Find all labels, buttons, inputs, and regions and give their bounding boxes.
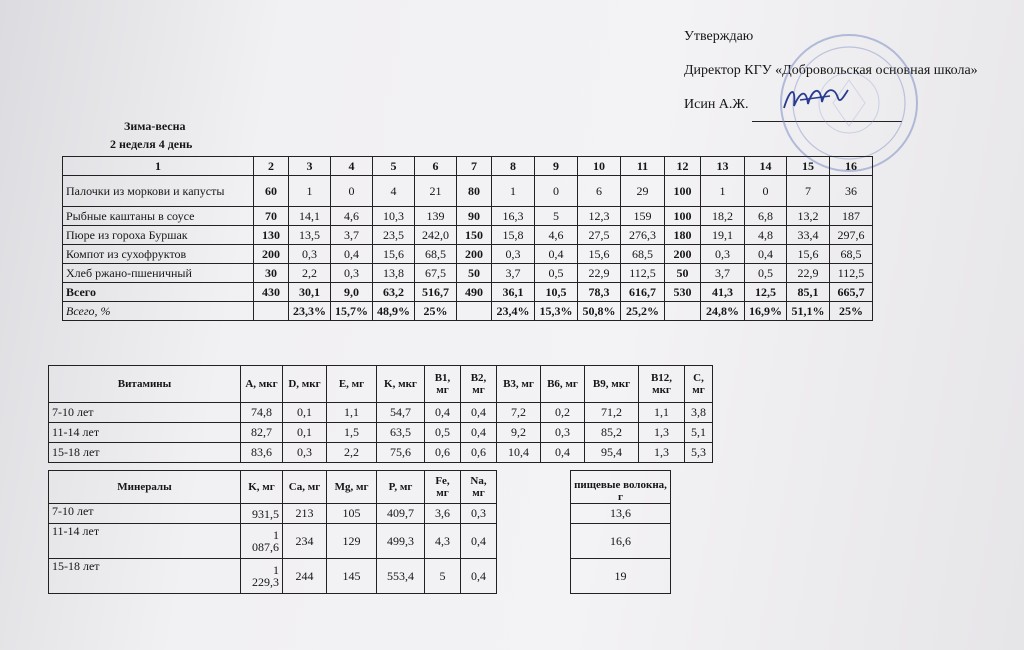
dish-name: Пюре из гороха Буршак — [63, 226, 254, 245]
table-cell: 130 — [254, 226, 289, 245]
table-header-row — [49, 366, 720, 403]
table-cell: 67,5 — [415, 264, 457, 283]
table-cell: 82,7 — [241, 423, 283, 443]
table-cell: 1 — [492, 176, 535, 207]
table-cell: 21 — [415, 176, 457, 207]
column-header: B3, мг — [497, 366, 541, 403]
table-cell: 0,3 — [461, 504, 497, 524]
table-row — [49, 524, 497, 559]
table-row — [571, 559, 671, 594]
age-group: 11-14 лет — [49, 423, 241, 443]
table-cell: 4 — [373, 176, 415, 207]
table-cell: 4,6 — [535, 226, 578, 245]
table-row — [63, 264, 873, 283]
table-cell: 0,5 — [425, 423, 461, 443]
table-cell: 90 — [457, 207, 492, 226]
column-header: 2 — [254, 157, 289, 176]
column-header: B6, мг — [541, 366, 585, 403]
dish-name: Хлеб ржано-пшеничный — [63, 264, 254, 283]
table-cell: 75,6 — [377, 443, 425, 463]
table-cell: 63,5 — [377, 423, 425, 443]
table-cell: 0,6 — [425, 443, 461, 463]
table-cell: 150 — [457, 226, 492, 245]
column-header: A, мкг — [241, 366, 283, 403]
table-cell: 25,2% — [621, 302, 665, 321]
column-header: Fe, мг — [425, 471, 461, 504]
table-cell: 3,7 — [701, 264, 745, 283]
table-cell: 105 — [327, 504, 377, 524]
column-header: 7 — [457, 157, 492, 176]
column-header: 9 — [535, 157, 578, 176]
table-row — [49, 403, 720, 423]
table-cell: 100 — [665, 176, 701, 207]
table-cell: 4,8 — [745, 226, 787, 245]
vitamins-title: Витамины — [49, 366, 241, 403]
table-cell: 63,2 — [373, 283, 415, 302]
table-cell: 1,1 — [327, 403, 377, 423]
table-cell: 665,7 — [830, 283, 873, 302]
table-cell: 71,2 — [585, 403, 639, 423]
column-header: 12 — [665, 157, 701, 176]
table-cell: 159 — [621, 207, 665, 226]
column-header: 11 — [621, 157, 665, 176]
table-cell: 78,3 — [578, 283, 621, 302]
table-cell: 112,5 — [830, 264, 873, 283]
table-cell: 54,7 — [377, 403, 425, 423]
column-header: 8 — [492, 157, 535, 176]
table-cell: 1,3 — [639, 423, 685, 443]
table-cell: 23,4% — [492, 302, 535, 321]
table-header-row — [571, 471, 671, 504]
table-cell: 297,6 — [830, 226, 873, 245]
table-cell: 3,7 — [331, 226, 373, 245]
table-cell: 25% — [830, 302, 873, 321]
table-cell: 25% — [415, 302, 457, 321]
column-header: Ca, мг — [283, 471, 327, 504]
table-cell: 0,3 — [541, 423, 585, 443]
table-cell: 0,4 — [541, 443, 585, 463]
empty-cell — [713, 423, 720, 443]
table-cell: 100 — [665, 207, 701, 226]
column-header: Na, мг — [461, 471, 497, 504]
table-cell: 3,8 — [685, 403, 713, 423]
approval-director: Директор КГУ «Добровольская основная школа» — [684, 63, 978, 78]
table-cell: 18,2 — [701, 207, 745, 226]
table-cell: 15,7% — [331, 302, 373, 321]
table-cell: 0,1 — [283, 423, 327, 443]
table-cell: 68,5 — [621, 245, 665, 264]
total-label: Всего — [63, 283, 254, 302]
table-cell: 499,3 — [377, 524, 425, 559]
table-cell: 10,5 — [535, 283, 578, 302]
table-cell — [457, 302, 492, 321]
column-header: 14 — [745, 157, 787, 176]
table-row — [63, 207, 873, 226]
age-group: 15-18 лет — [49, 443, 241, 463]
table-row — [63, 176, 873, 207]
table-cell: 13,8 — [373, 264, 415, 283]
table-cell: 409,7 — [377, 504, 425, 524]
column-header: E, мг — [327, 366, 377, 403]
percent-label: Всего, % — [63, 302, 254, 321]
table-cell: 616,7 — [621, 283, 665, 302]
table-cell: 0,4 — [535, 245, 578, 264]
column-header: B12, мкг — [639, 366, 685, 403]
table-cell: 19 — [571, 559, 671, 594]
table-cell: 36 — [830, 176, 873, 207]
table-cell: 85,1 — [787, 283, 830, 302]
table-cell: 0,3 — [283, 443, 327, 463]
table-cell: 0,3 — [492, 245, 535, 264]
approval-name: Исин А.Ж. — [684, 97, 749, 112]
table-cell: 70 — [254, 207, 289, 226]
column-header: 6 — [415, 157, 457, 176]
table-cell: 16,9% — [745, 302, 787, 321]
table-cell: 13,2 — [787, 207, 830, 226]
table-cell: 234 — [283, 524, 327, 559]
table-cell: 530 — [665, 283, 701, 302]
table-cell: 5,1 — [685, 423, 713, 443]
table-header-row — [49, 471, 497, 504]
fiber-title: пищевые волокна, г — [571, 471, 671, 504]
table-cell: 213 — [283, 504, 327, 524]
dish-name: Компот из сухофруктов — [63, 245, 254, 264]
table-cell: 36,1 — [492, 283, 535, 302]
table-row — [49, 559, 497, 594]
table-cell: 12,5 — [745, 283, 787, 302]
table-cell: 0,4 — [461, 559, 497, 594]
age-group: 15-18 лет — [49, 559, 241, 594]
table-cell: 430 — [254, 283, 289, 302]
table-cell: 95,4 — [585, 443, 639, 463]
table-cell: 22,9 — [787, 264, 830, 283]
table-cell: 68,5 — [415, 245, 457, 264]
table-cell: 19,1 — [701, 226, 745, 245]
table-cell: 33,4 — [787, 226, 830, 245]
column-header: 10 — [578, 157, 621, 176]
table-cell: 0,4 — [461, 403, 497, 423]
minerals-table — [48, 470, 497, 594]
table-cell: 12,3 — [578, 207, 621, 226]
table-cell: 0,2 — [541, 403, 585, 423]
table-cell: 80 — [457, 176, 492, 207]
column-header: K, мкг — [377, 366, 425, 403]
table-cell: 3,7 — [492, 264, 535, 283]
table-cell: 244 — [283, 559, 327, 594]
table-cell: 0,3 — [289, 245, 331, 264]
table-cell: 0,4 — [461, 524, 497, 559]
table-cell: 2,2 — [327, 443, 377, 463]
table-cell — [254, 302, 289, 321]
table-cell: 7 — [787, 176, 830, 207]
table-cell: 5 — [425, 559, 461, 594]
table-cell: 553,4 — [377, 559, 425, 594]
total-row — [63, 283, 873, 302]
table-cell: 83,6 — [241, 443, 283, 463]
table-cell: 180 — [665, 226, 701, 245]
table-cell: 1 — [289, 176, 331, 207]
column-header: Mg, мг — [327, 471, 377, 504]
table-row — [49, 423, 720, 443]
table-cell: 48,9% — [373, 302, 415, 321]
table-cell: 5 — [535, 207, 578, 226]
table-cell: 516,7 — [415, 283, 457, 302]
minerals-title: Минералы — [49, 471, 241, 504]
table-row — [49, 443, 720, 463]
table-cell: 9,2 — [497, 423, 541, 443]
table-cell: 4,6 — [331, 207, 373, 226]
table-cell: 1,3 — [639, 443, 685, 463]
age-group: 11-14 лет — [49, 524, 241, 559]
table-cell — [665, 302, 701, 321]
table-cell: 0 — [535, 176, 578, 207]
vitamins-table — [48, 365, 720, 463]
table-cell: 41,3 — [701, 283, 745, 302]
table-cell: 68,5 — [830, 245, 873, 264]
table-cell: 129 — [327, 524, 377, 559]
table-cell: 1 229,3 — [241, 559, 283, 594]
table-cell: 139 — [415, 207, 457, 226]
table-cell: 9,0 — [331, 283, 373, 302]
table-cell: 200 — [254, 245, 289, 264]
table-cell: 1,1 — [639, 403, 685, 423]
table-cell: 931,5 — [241, 504, 283, 524]
table-cell: 0,3 — [331, 264, 373, 283]
table-cell: 5,3 — [685, 443, 713, 463]
table-cell: 85,2 — [585, 423, 639, 443]
table-cell: 51,1% — [787, 302, 830, 321]
table-cell: 490 — [457, 283, 492, 302]
table-cell: 2,2 — [289, 264, 331, 283]
table-cell: 15,6 — [787, 245, 830, 264]
table-cell: 276,3 — [621, 226, 665, 245]
table-row — [63, 226, 873, 245]
table-cell: 60 — [254, 176, 289, 207]
column-header: 16 — [830, 157, 873, 176]
table-cell: 15,6 — [373, 245, 415, 264]
table-cell: 15,8 — [492, 226, 535, 245]
approval-title: Утверждаю — [684, 29, 754, 44]
table-cell: 0 — [745, 176, 787, 207]
table-cell: 15,6 — [578, 245, 621, 264]
table-cell: 200 — [665, 245, 701, 264]
table-cell: 112,5 — [621, 264, 665, 283]
table-row — [571, 504, 671, 524]
table-cell: 0,6 — [461, 443, 497, 463]
table-cell: 16,6 — [571, 524, 671, 559]
column-header: K, мг — [241, 471, 283, 504]
table-cell: 6,8 — [745, 207, 787, 226]
table-cell: 74,8 — [241, 403, 283, 423]
table-cell: 0,5 — [745, 264, 787, 283]
table-cell: 29 — [621, 176, 665, 207]
table-cell: 0 — [331, 176, 373, 207]
week-day-label: 2 неделя 4 день — [110, 137, 193, 151]
menu-table — [62, 156, 873, 321]
table-cell: 30,1 — [289, 283, 331, 302]
empty-cell — [713, 443, 720, 463]
table-cell: 30 — [254, 264, 289, 283]
table-cell: 13,6 — [571, 504, 671, 524]
table-cell: 187 — [830, 207, 873, 226]
empty-cell — [713, 366, 720, 403]
table-cell: 0,4 — [331, 245, 373, 264]
fiber-table — [570, 470, 671, 594]
table-cell: 0,1 — [283, 403, 327, 423]
table-header-row — [63, 157, 873, 176]
table-cell: 1 087,6 — [241, 524, 283, 559]
season-label: Зима-весна — [124, 119, 186, 133]
table-cell: 10,4 — [497, 443, 541, 463]
table-row — [571, 524, 671, 559]
table-cell: 0,5 — [535, 264, 578, 283]
table-cell: 10,3 — [373, 207, 415, 226]
handwritten-signature — [780, 78, 850, 118]
age-group: 7-10 лет — [49, 403, 241, 423]
column-header: B9, мкг — [585, 366, 639, 403]
table-cell: 200 — [457, 245, 492, 264]
table-cell: 3,6 — [425, 504, 461, 524]
table-cell: 0,3 — [701, 245, 745, 264]
table-cell: 0,4 — [745, 245, 787, 264]
table-row — [49, 504, 497, 524]
table-cell: 14,1 — [289, 207, 331, 226]
column-header: 5 — [373, 157, 415, 176]
table-cell: 50,8% — [578, 302, 621, 321]
column-header: 4 — [331, 157, 373, 176]
empty-cell — [713, 403, 720, 423]
column-header: 15 — [787, 157, 830, 176]
table-cell: 27,5 — [578, 226, 621, 245]
table-cell: 7,2 — [497, 403, 541, 423]
table-cell: 23,5 — [373, 226, 415, 245]
table-cell: 4,3 — [425, 524, 461, 559]
table-cell: 6 — [578, 176, 621, 207]
column-header: D, мкг — [283, 366, 327, 403]
table-cell: 1 — [701, 176, 745, 207]
age-group: 7-10 лет — [49, 504, 241, 524]
table-cell: 15,3% — [535, 302, 578, 321]
table-cell: 50 — [665, 264, 701, 283]
table-cell: 24,8% — [701, 302, 745, 321]
table-cell: 1,5 — [327, 423, 377, 443]
table-row — [63, 245, 873, 264]
table-cell: 22,9 — [578, 264, 621, 283]
column-header: 3 — [289, 157, 331, 176]
column-header: B2, мг — [461, 366, 497, 403]
table-cell: 13,5 — [289, 226, 331, 245]
dish-name: Палочки из моркови и капусты — [63, 176, 254, 207]
column-header: C, мг — [685, 366, 713, 403]
percent-row — [63, 302, 873, 321]
table-cell: 242,0 — [415, 226, 457, 245]
table-cell: 0,4 — [425, 403, 461, 423]
table-cell: 0,4 — [461, 423, 497, 443]
table-cell: 23,3% — [289, 302, 331, 321]
table-cell: 16,3 — [492, 207, 535, 226]
table-cell: 145 — [327, 559, 377, 594]
column-header: B1, мг — [425, 366, 461, 403]
table-cell: 50 — [457, 264, 492, 283]
column-header: 13 — [701, 157, 745, 176]
dish-name: Рыбные каштаны в соусе — [63, 207, 254, 226]
column-header: 1 — [63, 157, 254, 176]
column-header: P, мг — [377, 471, 425, 504]
